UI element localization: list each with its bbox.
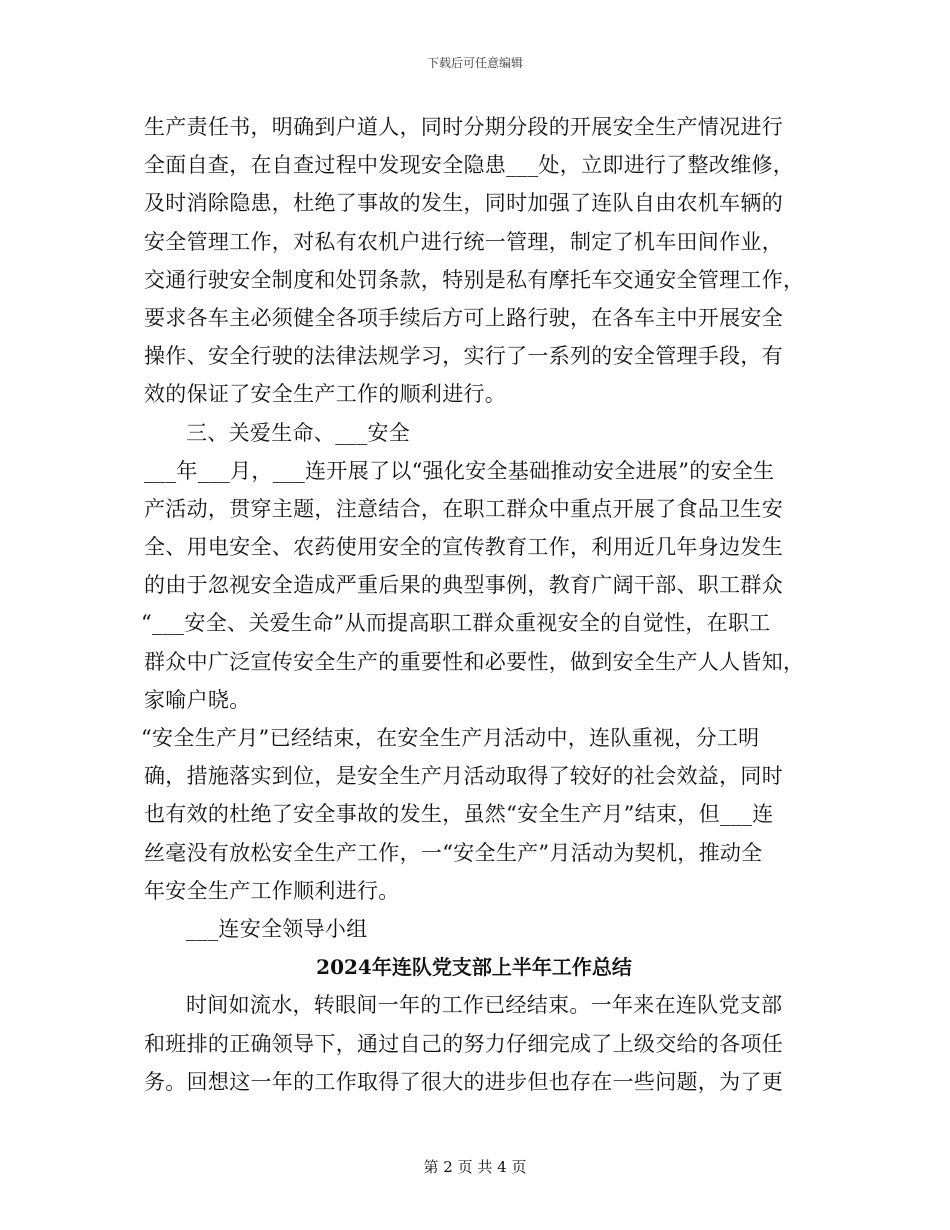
document-body bbox=[141, 108, 805, 1101]
body-line: 家喻户晓。 bbox=[144, 687, 251, 712]
body-line: 全面自查，在自查过程中发现安全隐患___处，立即进行了整改维修， bbox=[144, 153, 795, 178]
body-line: ___年___月，___连开展了以“强化安全基础推动安全进展”的安全生 bbox=[144, 458, 775, 483]
body-line: “___安全、关爱生命”从而提高职工群众重视安全的自觉性，在职工 bbox=[141, 611, 771, 636]
body-line: 操作、安全行驶的法律法规学习，实行了一系列的安全管理手段，有 bbox=[144, 344, 783, 369]
body-line: 产活动，贯穿主题，注意结合，在职工群众中重点开展了食品卫生安 bbox=[144, 496, 783, 521]
body-line: 交通行驶安全制度和处罚条款，特别是私有摩托车交通安全管理工作， bbox=[144, 267, 805, 292]
section-heading: 三、关爱生命、___安全 bbox=[186, 420, 411, 445]
body-line: 及时消除隐患，杜绝了事故的发生，同时加强了连队自由农机车辆的 bbox=[144, 191, 783, 216]
page-header-note: 下载后可任意编辑 bbox=[426, 56, 523, 70]
body-line: 确，措施落实到位，是安全生产月活动取得了较好的社会效益，同时 bbox=[144, 764, 783, 789]
body-line: 丝毫没有放松安全生产工作，一“安全生产”月活动为契机，推动全 bbox=[144, 840, 763, 865]
body-line: 安全管理工作，对私有农机户进行统一管理，制定了机车田间作业， bbox=[144, 229, 783, 254]
body-line: “安全生产月”已经结束，在安全生产月活动中，连队重视，分工明 bbox=[141, 726, 760, 750]
body-line: 群众中广泛宣传安全生产的重要性和必要性，做到安全生产人人皆知， bbox=[144, 649, 805, 674]
body-line: 生产责任书，明确到户道人，同时分期分段的开展安全生产情况进行 bbox=[144, 115, 783, 139]
body-line: 要求各车主必须健全各项手续后方可上路行驶，在各车主中开展安全 bbox=[144, 305, 783, 330]
body-line: 务。回想这一年的工作取得了很大的进步但也存在一些问题，为了更 bbox=[144, 1069, 783, 1094]
body-line: 也有效的杜绝了安全事故的发生，虽然“安全生产月”结束，但___连 bbox=[144, 802, 774, 827]
body-line: 全、用电安全、农药使用安全的宣传教育工作，利用近几年身边发生 bbox=[144, 535, 783, 560]
body-line: 效的保证了安全生产工作的顺利进行。 bbox=[144, 382, 507, 407]
signature-line: ___连安全领导小组 bbox=[186, 916, 368, 941]
body-line: 和班排的正确领导下，通过自己的努力仔细完成了上级交给的各项任 bbox=[144, 1031, 783, 1056]
body-line: 的由于忽视安全造成严重后果的典型事例，教育广阔干部、职工群众 bbox=[144, 573, 783, 598]
article-title: 2024年连队党支部上半年工作总结 bbox=[316, 955, 632, 980]
body-line: 年安全生产工作顺利进行。 bbox=[144, 878, 400, 903]
body-line: 时间如流水，转眼间一年的工作已经结束。一年来在连队党支部 bbox=[186, 993, 783, 1018]
page-number-footer: 第 2 页 共 4 页 bbox=[423, 1158, 527, 1176]
